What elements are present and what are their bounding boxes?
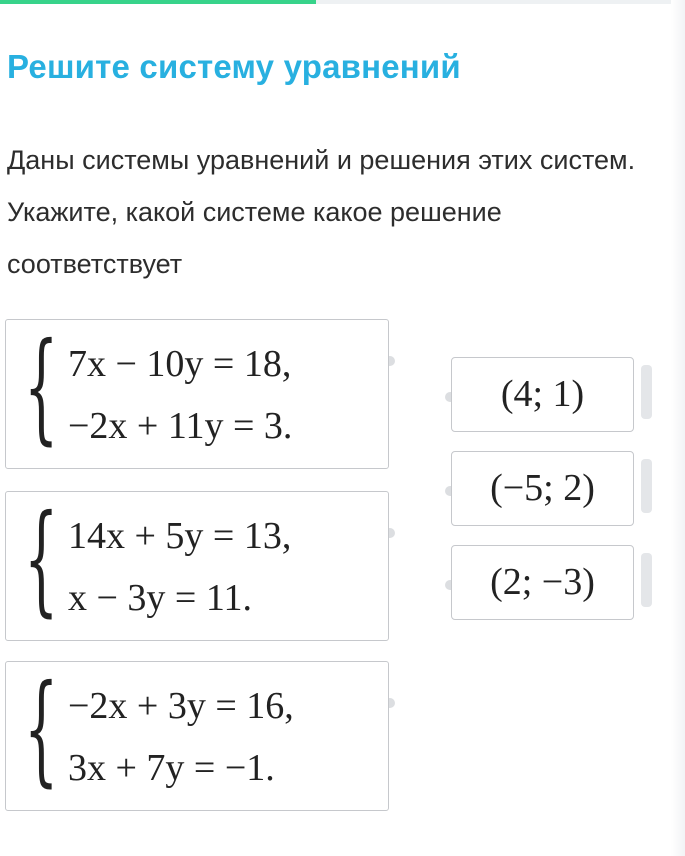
task-instruction: Даны системы уравнений и решения этих систем. Укажите, какой системе какое решение соответствует bbox=[7, 145, 636, 279]
system-card-2[interactable] bbox=[5, 491, 389, 641]
equation-2: 3x + 7y = −1. bbox=[68, 747, 275, 789]
connector-dot[interactable] bbox=[389, 698, 395, 708]
drag-handle[interactable] bbox=[641, 365, 652, 419]
connector-dot[interactable] bbox=[389, 528, 395, 538]
connector-dot[interactable] bbox=[445, 486, 451, 496]
brace-icon: { bbox=[24, 318, 59, 457]
equation-2: x − 3y = 11. bbox=[68, 577, 252, 619]
progress-bar-fill bbox=[0, 0, 316, 4]
solution-label: (2; −3) bbox=[490, 561, 595, 603]
connector-dot[interactable] bbox=[389, 356, 395, 366]
system-card-1[interactable] bbox=[5, 319, 389, 469]
equation-1: 7x − 10y = 18, bbox=[68, 343, 292, 385]
equation-1: −2x + 3y = 16, bbox=[68, 685, 294, 727]
connector-dot[interactable] bbox=[445, 580, 451, 590]
task-title: Решите систему уравнений bbox=[7, 48, 461, 85]
connector-dot[interactable] bbox=[445, 392, 451, 402]
solution-card-2[interactable] bbox=[451, 451, 634, 526]
solution-card-3[interactable] bbox=[451, 545, 634, 620]
progress-bar bbox=[0, 0, 672, 4]
solution-label: (4; 1) bbox=[500, 373, 585, 415]
solution-label: (−5; 2) bbox=[490, 467, 595, 509]
equation-2: −2x + 11y = 3. bbox=[68, 405, 293, 447]
equation-1: 14x + 5y = 13, bbox=[68, 515, 292, 557]
brace-icon: { bbox=[24, 490, 59, 629]
system-card-3[interactable] bbox=[5, 661, 389, 811]
drag-handle[interactable] bbox=[641, 553, 652, 607]
drag-handle[interactable] bbox=[641, 459, 652, 513]
brace-icon: { bbox=[24, 660, 59, 799]
scroll-edge bbox=[671, 0, 685, 856]
solution-card-1[interactable] bbox=[451, 357, 634, 432]
